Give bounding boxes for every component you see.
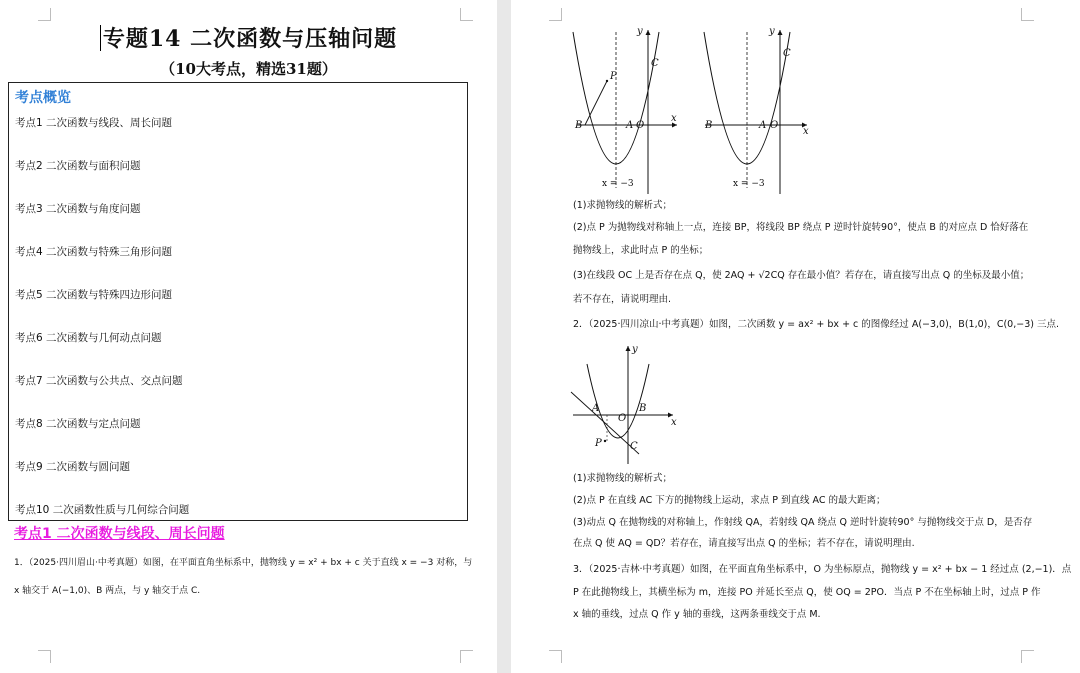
problem-1-text[interactable]: 1．（2025·四川眉山·中考真题）如图，在平面直角坐标系中，抛物线 y = x² + bx + c 关于直线 x = −3 对称，与 (14, 558, 473, 568)
page-corner-mark (460, 8, 473, 21)
fig2-label-a: A (759, 120, 767, 131)
problem-2-question[interactable]: (1)求抛物线的解析式； (573, 473, 672, 484)
fig2-label-b: B (705, 120, 713, 131)
fig3-label-o: O (618, 413, 627, 424)
problem-2-text[interactable]: 2．（2025·四川凉山·中考真题）如图，二次函数 y = ax² + bx + c 的图像经过 A(−3,0)，B(1,0)，C(0,−3) 三点. (573, 319, 1059, 330)
fig2-axis-label: x = −3 (733, 179, 765, 189)
fig3-label-c: C (630, 441, 638, 452)
overview-box (8, 82, 468, 521)
fig1-label-x: x (671, 113, 677, 124)
fig3-label-x: x (671, 417, 677, 428)
problem-2-question[interactable]: (2)点 P 在直线 AC 下方的抛物线上运动，求点 P 到直线 AC 的最大距离； (573, 495, 886, 506)
overview-item[interactable]: 考点10 二次函数性质与几何综合问题 (15, 504, 190, 516)
fig3-label-p: P (595, 438, 602, 449)
page-corner-mark (460, 650, 473, 663)
page-corner-mark (1021, 8, 1034, 21)
document-title[interactable] (0, 22, 497, 53)
overview-item[interactable]: 考点5 二次函数与特殊四边形问题 (15, 289, 173, 301)
overview-item[interactable]: 考点4 二次函数与特殊三角形问题 (15, 246, 173, 258)
fig1-label-p: P (610, 71, 617, 82)
overview-item[interactable]: 考点3 二次函数与角度问题 (15, 203, 141, 215)
page-corner-mark (549, 8, 562, 21)
fig1-label-y: y (637, 26, 643, 37)
fig1-label-b: B (575, 120, 583, 131)
fig2-label-y: y (769, 26, 775, 37)
problem-1-question[interactable]: (1)求抛物线的解析式； (573, 200, 672, 211)
document-subtitle[interactable]: （10大考点，精选31题） (160, 60, 337, 78)
fig1-label-a: A (626, 120, 634, 131)
figure-2-parabola (697, 26, 817, 196)
figure-3-parabola (569, 342, 679, 467)
page-corner-mark (549, 650, 562, 663)
fig1-label-c: C (651, 58, 659, 69)
overview-item[interactable]: 考点9 二次函数与圆问题 (15, 461, 131, 473)
page-corner-mark (38, 8, 51, 21)
overview-item[interactable]: 考点8 二次函数与定点问题 (15, 418, 141, 430)
fig3-label-a: A (592, 403, 600, 414)
problem-3-text[interactable]: x 轴的垂线，过点 Q 作 y 轴的垂线，这两条垂线交于点 M. (573, 609, 821, 620)
fig1-axis-label: x = −3 (602, 179, 634, 189)
fig2-label-o: O (770, 120, 779, 131)
problem-1-question[interactable]: (3)在线段 OC 上是否存在点 Q，使 2AQ + √2CQ 存在最小值？若存在，请直接写出点 Q 的坐标及最小值； (573, 270, 1030, 281)
problem-3-text[interactable]: P 在此抛物线上，其横坐标为 m，连接 PO 并延长至点 Q，使 OQ = 2PO．当点 P 不在坐标轴上时，过点 P 作 (573, 587, 1041, 598)
section-heading[interactable]: 考点1 二次函数与线段、周长问题 (14, 526, 225, 542)
problem-1-question[interactable]: 抛物线上，求此时点 P 的坐标； (573, 245, 709, 256)
document-page-right (511, 0, 1080, 673)
document-title-text[interactable]: 专题14 二次函数与压轴问题 (102, 26, 398, 52)
text-cursor (100, 25, 101, 51)
fig1-label-o: O (636, 120, 645, 131)
problem-3-text[interactable]: 3．（2025·吉林·中考真题）如图，在平面直角坐标系中，O 为坐标原点，抛物线 y = x² + bx − 1 经过点 (2,−1)．点 (573, 564, 1072, 575)
problem-1-question[interactable]: (2)点 P 为抛物线对称轴上一点，连接 BP，将线段 BP 绕点 P 逆时针旋转90°，使点 B 的对应点 D 恰好落在 (573, 222, 1029, 233)
fig2-label-c: C (783, 48, 791, 59)
fig3-label-b: B (639, 403, 647, 414)
overview-heading[interactable]: 考点概览 (15, 90, 71, 106)
document-page-left (0, 0, 497, 673)
overview-item[interactable]: 考点2 二次函数与面积问题 (15, 160, 141, 172)
problem-2-question[interactable]: 在点 Q 使 AQ = QD？若存在，请直接写出点 Q 的坐标；若不存在，请说明理由. (573, 538, 915, 549)
problem-2-question[interactable]: (3)动点 Q 在抛物线的对称轴上，作射线 QA，若射线 QA 绕点 Q 逆时针旋转90° 与抛物线交于点 D，是否存 (573, 517, 1033, 528)
page-corner-mark (38, 650, 51, 663)
fig2-label-x: x (803, 126, 809, 137)
overview-item[interactable]: 考点7 二次函数与公共点、交点问题 (15, 375, 183, 387)
overview-item[interactable]: 考点6 二次函数与几何动点问题 (15, 332, 162, 344)
figure-1-parabola (567, 26, 687, 196)
page-corner-mark (1021, 650, 1034, 663)
problem-1-text[interactable]: x 轴交于 A(−1,0)、B 两点，与 y 轴交于点 C. (14, 586, 201, 596)
overview-item[interactable]: 考点1 二次函数与线段、周长问题 (15, 117, 173, 129)
problem-1-question[interactable]: 若不存在，请说明理由. (573, 294, 672, 305)
fig3-label-y: y (632, 344, 638, 355)
